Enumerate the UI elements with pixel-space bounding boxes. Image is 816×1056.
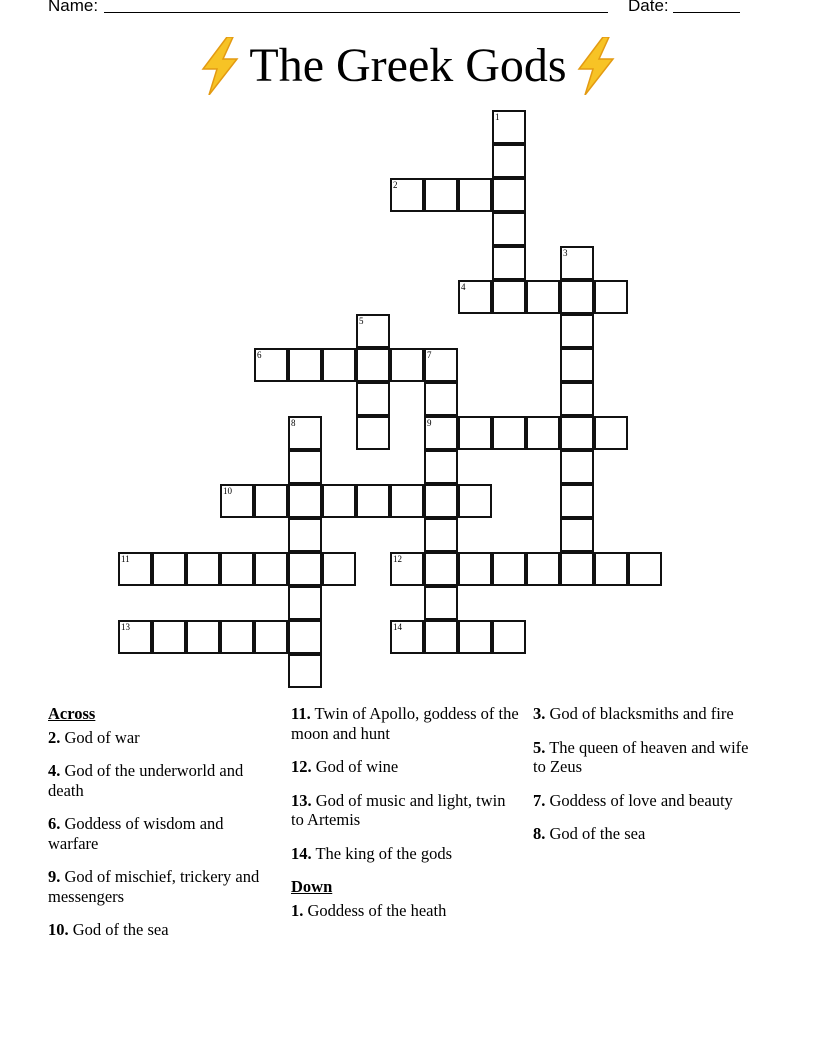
- cell-number: 1: [495, 112, 500, 122]
- crossword-cell[interactable]: [186, 552, 220, 586]
- crossword-cell[interactable]: [492, 246, 526, 280]
- crossword-cell[interactable]: [560, 382, 594, 416]
- clue-across-12: [291, 757, 521, 777]
- clue-text: God of war: [64, 727, 140, 747]
- clue-across-13: [291, 791, 521, 830]
- down-heading: Down: [291, 877, 333, 896]
- clue-number: 10.: [48, 920, 69, 939]
- crossword-cell[interactable]: [458, 280, 492, 314]
- crossword-cell[interactable]: [560, 314, 594, 348]
- clue-number: 11.: [291, 704, 311, 723]
- crossword-cell[interactable]: [560, 416, 594, 450]
- crossword-cell[interactable]: [288, 450, 322, 484]
- clue-down-7: [533, 791, 763, 811]
- crossword-cell[interactable]: [424, 450, 458, 484]
- clue-text: God of music and light, twin to Artemis: [291, 790, 506, 829]
- crossword-cell[interactable]: [118, 620, 152, 654]
- clue-across-4: [48, 761, 278, 800]
- clue-text: God of mischief, trickery and messengers: [48, 867, 260, 906]
- crossword-cell[interactable]: [492, 552, 526, 586]
- crossword-cell[interactable]: [424, 382, 458, 416]
- crossword-cell[interactable]: [628, 552, 662, 586]
- crossword-cell[interactable]: [424, 586, 458, 620]
- clue-down-1: [291, 901, 521, 921]
- clue-down-8: [533, 824, 763, 844]
- clue-text: God of the sea: [549, 824, 646, 843]
- crossword-cell[interactable]: [220, 484, 254, 518]
- cell-number: 4: [461, 282, 466, 292]
- clue-across-10: [48, 920, 278, 940]
- clue-text: The queen of heaven and wife to Zeus: [533, 737, 749, 776]
- crossword-cell[interactable]: [560, 348, 594, 382]
- crossword-cell[interactable]: [560, 484, 594, 518]
- crossword-cell[interactable]: [356, 484, 390, 518]
- cell-number: 8: [291, 418, 296, 428]
- crossword-cell[interactable]: [356, 416, 390, 450]
- clue-number: 12.: [291, 757, 312, 776]
- crossword-cell[interactable]: [492, 110, 526, 144]
- clue-down-3: [533, 704, 763, 724]
- crossword-cell[interactable]: [560, 518, 594, 552]
- crossword-cell[interactable]: [492, 416, 526, 450]
- crossword-cell[interactable]: [288, 586, 322, 620]
- clues-column-3: [533, 704, 763, 858]
- crossword-cell[interactable]: [322, 348, 356, 382]
- crossword-cell[interactable]: [390, 348, 424, 382]
- cell-number: 9: [427, 418, 432, 428]
- crossword-cell[interactable]: [356, 382, 390, 416]
- crossword-cell[interactable]: [526, 416, 560, 450]
- clue-across-2: [48, 728, 278, 748]
- crossword-cell[interactable]: [152, 552, 186, 586]
- cell-number: 11: [121, 554, 130, 564]
- crossword-cell[interactable]: [288, 416, 322, 450]
- crossword-cell[interactable]: [424, 416, 458, 450]
- crossword-cell[interactable]: [390, 178, 424, 212]
- crossword-cell[interactable]: [560, 280, 594, 314]
- clue-text: The king of the gods: [315, 843, 453, 863]
- clue-text: Goddess of the heath: [307, 900, 447, 920]
- crossword-cell[interactable]: [424, 518, 458, 552]
- crossword-cell[interactable]: [594, 280, 628, 314]
- clue-text: Goddess of love and beauty: [549, 790, 733, 810]
- crossword-cell[interactable]: [288, 620, 322, 654]
- clues-column-1: [48, 704, 278, 954]
- clue-across-11: [291, 704, 521, 743]
- crossword-cell[interactable]: [560, 246, 594, 280]
- clue-text: God of wine: [315, 757, 399, 776]
- crossword-cell[interactable]: [152, 620, 186, 654]
- crossword-cell[interactable]: [492, 212, 526, 246]
- crossword-cell[interactable]: [424, 552, 458, 586]
- crossword-cell[interactable]: [492, 144, 526, 178]
- crossword-cell[interactable]: [424, 620, 458, 654]
- cell-number: 10: [223, 486, 232, 496]
- clue-across-9: [48, 867, 278, 906]
- page-title: The Greek Gods: [249, 39, 567, 92]
- crossword-cell[interactable]: [254, 348, 288, 382]
- crossword-cell[interactable]: [220, 552, 254, 586]
- crossword-cell[interactable]: [526, 280, 560, 314]
- clue-text: God of blacksmiths and fire: [549, 704, 734, 723]
- crossword-cell[interactable]: [254, 620, 288, 654]
- crossword-cell[interactable]: [356, 348, 390, 382]
- crossword-cell[interactable]: [492, 620, 526, 654]
- crossword-cell[interactable]: [390, 620, 424, 654]
- crossword-cell[interactable]: [288, 484, 322, 518]
- date-label: Date:: [628, 0, 669, 15]
- clue-number: 3.: [533, 704, 546, 723]
- crossword-cell[interactable]: [458, 552, 492, 586]
- clue-down-5: [533, 738, 763, 777]
- cell-number: 14: [393, 622, 402, 632]
- crossword-cell[interactable]: [288, 552, 322, 586]
- crossword-cell[interactable]: [186, 620, 220, 654]
- clue-text: God of the underworld and death: [48, 761, 244, 800]
- crossword-cell[interactable]: [322, 552, 356, 586]
- crossword-cell[interactable]: [288, 348, 322, 382]
- crossword-cell[interactable]: [356, 314, 390, 348]
- crossword-cell[interactable]: [288, 518, 322, 552]
- clue-number: 2.: [48, 727, 61, 747]
- crossword-cell[interactable]: [560, 450, 594, 484]
- crossword-cell[interactable]: [254, 484, 288, 518]
- clue-number: 7.: [533, 790, 546, 810]
- clue-number: 4.: [48, 761, 61, 780]
- cell-number: 6: [257, 350, 262, 360]
- clue-across-14: [291, 844, 521, 864]
- cell-number: 3: [563, 248, 568, 258]
- crossword-cell[interactable]: [220, 620, 254, 654]
- clue-text: Goddess of wisdom and warfare: [48, 814, 224, 853]
- clue-number: 14.: [291, 843, 312, 863]
- clue-text: Twin of Apollo, goddess of the moon and hunt: [291, 704, 519, 743]
- clue-number: 1.: [291, 900, 304, 920]
- crossword-cell[interactable]: [254, 552, 288, 586]
- clue-number: 9.: [48, 867, 61, 886]
- crossword-cell[interactable]: [322, 484, 356, 518]
- cell-number: 2: [393, 180, 398, 190]
- clue-number: 5.: [533, 737, 546, 757]
- crossword-cell[interactable]: [424, 484, 458, 518]
- clue-across-6: [48, 814, 278, 853]
- clue-number: 13.: [291, 790, 312, 810]
- crossword-cell[interactable]: [458, 416, 492, 450]
- crossword-cell[interactable]: [424, 348, 458, 382]
- clue-text: God of the sea: [72, 920, 169, 939]
- clue-number: 6.: [48, 814, 61, 833]
- crossword-cell[interactable]: [288, 654, 322, 688]
- crossword-cell[interactable]: [594, 552, 628, 586]
- crossword-cell[interactable]: [118, 552, 152, 586]
- clues-column-2: [291, 704, 521, 934]
- cell-number: 7: [427, 350, 432, 360]
- crossword-cell[interactable]: [560, 552, 594, 586]
- cell-number: 12: [393, 554, 402, 564]
- crossword-cell[interactable]: [458, 484, 492, 518]
- crossword-cell[interactable]: [458, 620, 492, 654]
- crossword-cell[interactable]: [492, 280, 526, 314]
- cell-number: 5: [359, 316, 364, 326]
- across-heading: Across: [48, 704, 96, 723]
- crossword-cell[interactable]: [458, 178, 492, 212]
- cell-number: 13: [121, 622, 130, 632]
- crossword-cell[interactable]: [526, 552, 560, 586]
- crossword-cell[interactable]: [390, 484, 424, 518]
- clue-number: 8.: [533, 824, 546, 843]
- crossword-cell[interactable]: [390, 552, 424, 586]
- crossword-cell[interactable]: [594, 416, 628, 450]
- crossword-cell[interactable]: [424, 178, 458, 212]
- crossword-cell[interactable]: [492, 178, 526, 212]
- name-label: Name:: [48, 0, 99, 15]
